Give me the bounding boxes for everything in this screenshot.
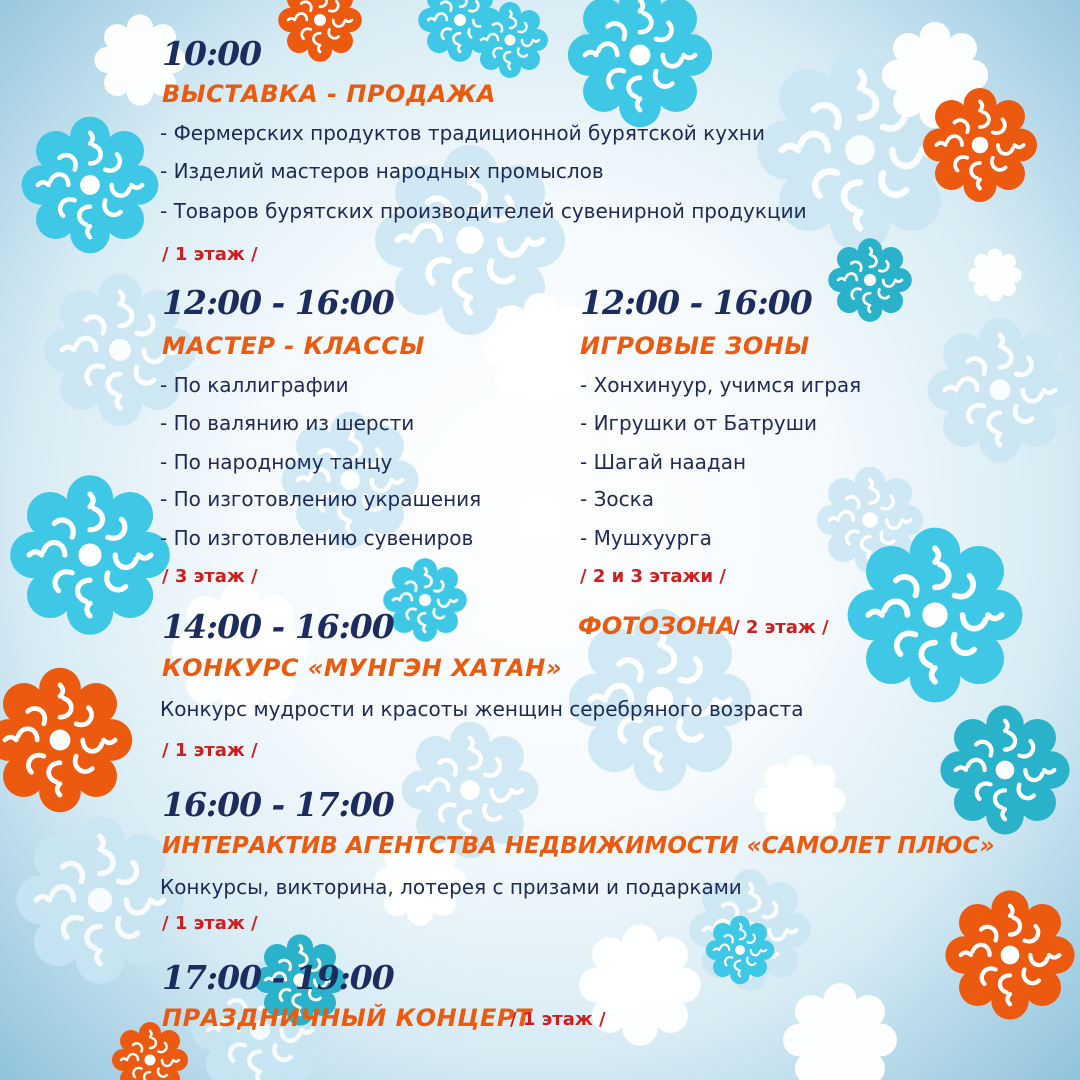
section-4-title: КОНКУРС «МУНГЭН ХАТАН»	[162, 654, 562, 682]
section-5-title: ИНТЕРАКТИВ АГЕНТСТВА НЕДВИЖИМОСТИ «САМОЛЕТ ПЛЮС»	[162, 833, 995, 859]
section-2-item: - По каллиграфии	[160, 373, 349, 397]
section-1-item: - Изделий мастеров народных промыслов	[160, 159, 604, 183]
section-3-item: - Хонхинуур, учимся играя	[580, 373, 862, 397]
section-1-time: 10:00	[162, 34, 262, 73]
section-6-time: 17:00 - 19:00	[162, 958, 394, 997]
section-5-floor: / 1 этаж /	[162, 913, 258, 934]
section-2-item: - По народному танцу	[160, 450, 393, 474]
section-2-time: 12:00 - 16:00	[162, 283, 394, 322]
section-3-item: - Мушхуурга	[580, 526, 712, 550]
section-3-item: - Зоска	[580, 487, 654, 511]
section-1-floor: / 1 этаж /	[162, 244, 258, 265]
section-6-floor: / 1 этаж /	[510, 1009, 606, 1030]
section-3-title: ИГРОВЫЕ ЗОНЫ	[580, 332, 810, 360]
section-2-item: - По валянию из шерсти	[160, 411, 415, 435]
section-3-item: - Шагай наадан	[580, 450, 747, 474]
section-2-floor: / 3 этаж /	[162, 566, 258, 587]
section-4-description: Конкурс мудрости и красоты женщин серебряного возраста	[160, 697, 804, 721]
section-6-title: ПРАЗДНИЧНЫЙ КОНЦЕРТ	[162, 1004, 532, 1032]
photozone-floor: / 2 этаж /	[733, 617, 829, 638]
section-3-item: - Игрушки от Батруши	[580, 411, 818, 435]
section-5-time: 16:00 - 17:00	[162, 785, 394, 824]
section-1-item: - Товаров бурятских производителей сувенирной продукции	[160, 199, 807, 223]
section-1-item: - Фермерских продуктов традиционной бурятской кухни	[160, 121, 765, 145]
section-2-item: - По изготовлению сувениров	[160, 526, 474, 550]
section-4-floor: / 1 этаж /	[162, 740, 258, 761]
section-5-description: Конкурсы, викторина, лотерея с призами и подарками	[160, 875, 742, 899]
section-2-title: МАСТЕР - КЛАССЫ	[162, 332, 425, 360]
section-3-floor: / 2 и 3 этажи /	[580, 566, 726, 587]
photozone-title: ФОТОЗОНА	[578, 612, 736, 640]
section-4-time: 14:00 - 16:00	[162, 607, 394, 646]
section-2-item: - По изготовлению украшения	[160, 487, 482, 511]
section-1-title: ВЫСТАВКА - ПРОДАЖА	[162, 80, 496, 108]
section-3-time: 12:00 - 16:00	[580, 283, 812, 322]
